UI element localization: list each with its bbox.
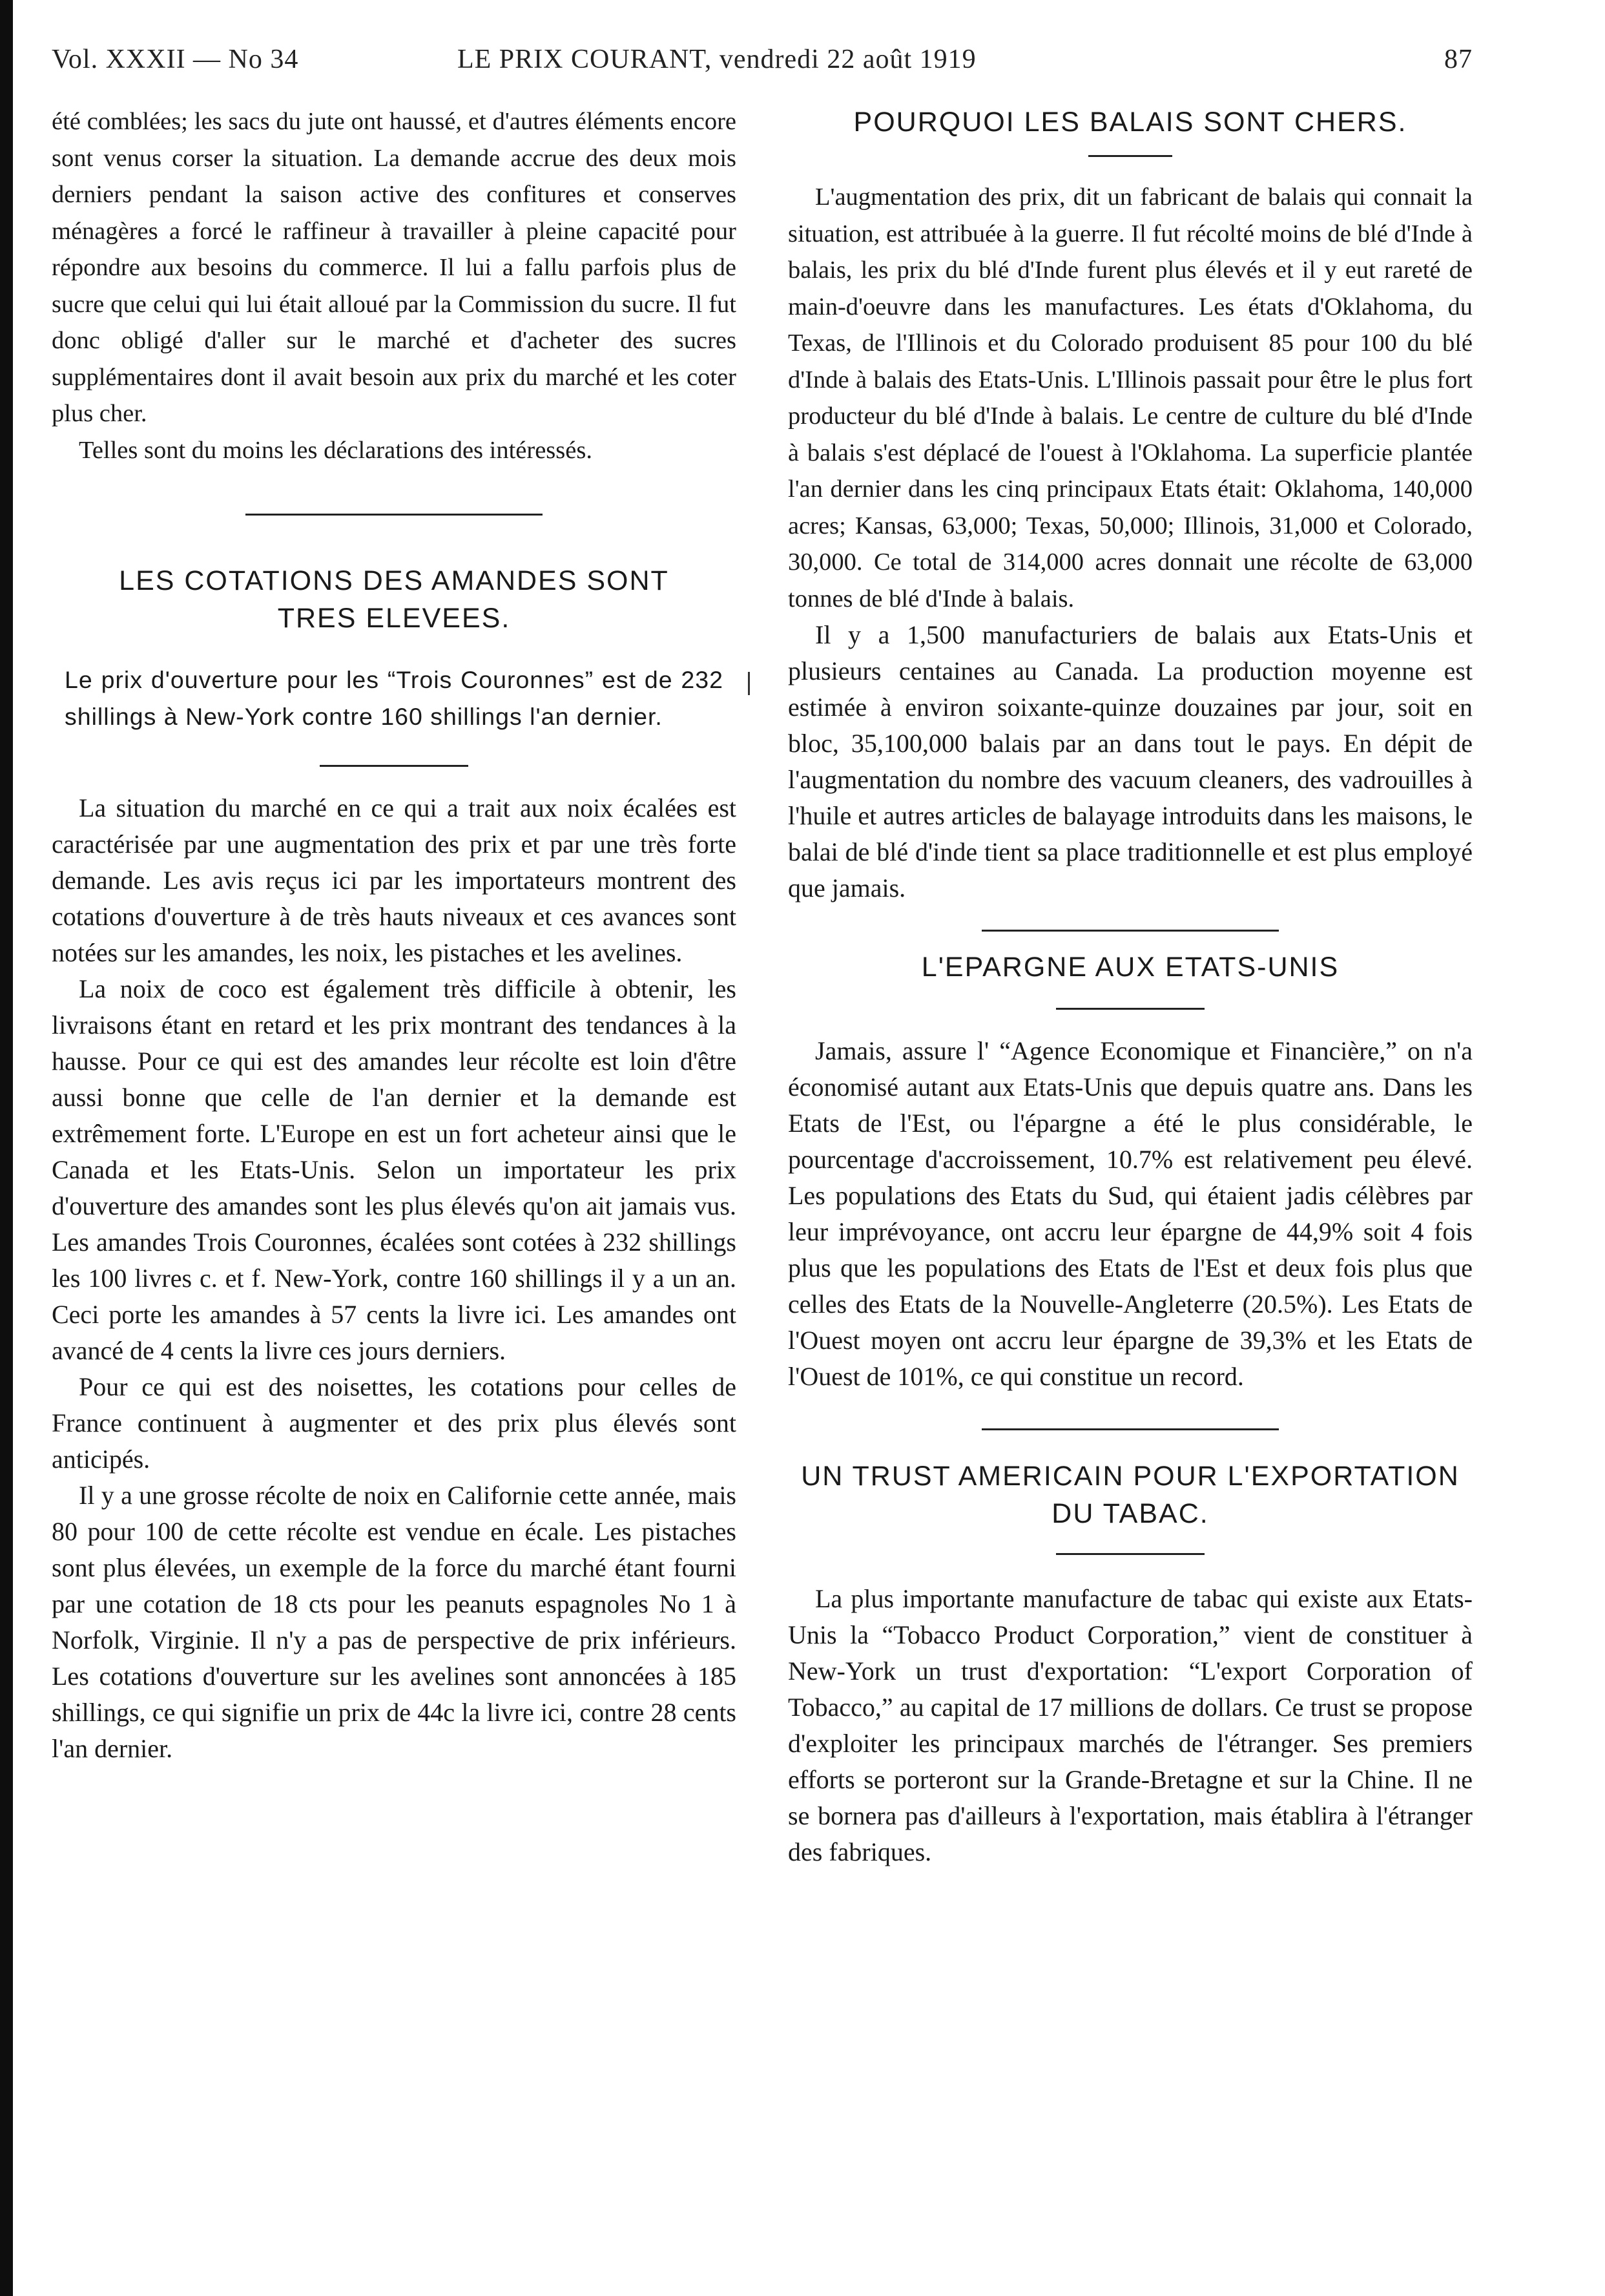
article-title-balais: POURQUOI LES BALAIS SONT CHERS. bbox=[853, 107, 1407, 138]
right-column bbox=[788, 103, 1473, 1870]
article-title-tabac: UN TRUST AMERICAIN POUR L'EXPORTATION DU TABAC. bbox=[801, 1461, 1460, 1529]
amandes-paragraph-3: Pour ce qui est des noisettes, les cotations pour celles de France continuent à augmenter et des prix plus élevés sont anticipés. bbox=[52, 1372, 736, 1474]
page-header bbox=[52, 44, 1473, 83]
continued-paragraph-end: Telles sont du moins les déclarations des intéressés. bbox=[79, 436, 592, 464]
amandes-paragraph-4: Il y a une grosse récolte de noix en Californie cette année, mais 80 pour 100 de cette récolte est vendue en écale. Les pistaches sont plus élevées, un exemple de la force du marché étant fourni par une cotation de 18 cts pour les peanuts espagnoles No 1 à Norfolk, Virginie. Il n'y a pas de perspective de prix inférieurs. Les cotations d'ouverture sur les avelines sont annoncées à 185 shillings, ce qui signifie un prix de 44c la livre ici, contre 28 cents l'an dernier. bbox=[52, 1481, 736, 1763]
page-number: 87 bbox=[1444, 45, 1473, 74]
balais-paragraph-2: Il y a 1,500 manufacturiers de balais aux Etats-Unis et plusieurs centaines au Canada. La production moyenne est estimée à environ soixante-quinze douzaines par jour, soit en bloc, 35,100,000 balais par an dans tout le pays. En dépit de l'augmentation du nombre des vacuum cleaners, des vadrouilles à l'huile et autres articles de balayage introduits dans les maisons, le balai de blé d'inde tient sa place traditionnelle et est plus employé que jamais. bbox=[788, 620, 1473, 903]
left-column bbox=[52, 103, 736, 1767]
amandes-paragraph-1: La situation du marché en ce qui a trait aux noix écalées est caractérisée par une augmentation des prix et par une très forte demande. Les avis reçus ici par les importateurs montrent des cotations d'ouverture à de très hauts niveaux et ces avances sont notées sur les amandes, les noix, les pistaches et les avelines. bbox=[52, 793, 736, 967]
amandes-paragraph-2: La noix de coco est également très difficile à obtenir, les livraisons étant en retard et les prix montrant des tendances à la hausse. Pour ce qui est des amandes leur récolte est loin d'être aussi bonne que celle de l'an dernier et la demande est extrêmement forte. L'Europe en est un fort acheteur ainsi que le Canada et les Etats-Unis. Selon un importateur les prix d'ouverture des amandes sont les plus élevés qu'on ait jamais vus. Les amandes Trois Couronnes, écalées sont cotées à 232 shillings les 100 livres c. et f. New-York, contre 160 shillings il y a un an. Ceci porte les amandes à 57 cents la livre ici. Les amandes ont avancé de 4 cents la livre ces jours derniers. bbox=[52, 974, 736, 1365]
volume-number: Vol. XXXII — No 34 bbox=[52, 45, 299, 74]
continued-paragraph: été comblées; les sacs du jute ont haussé, et d'autres éléments encore sont venus corser la situation. La demande accrue des deux mois derniers pendant la saison active des confitures et conserves ménagères a forcé le raffineur à travailler à pleine capacité pour répondre aux besoins du commerce. Il lui a fallu parfois plus de sucre que celui qui lui était alloué par la Commission du sucre. Il fut donc obligé d'aller sur le marché et d'acheter des sucres supplémentaires dont il avait besoin aux prix du marché et les coter plus cher. bbox=[52, 108, 736, 427]
page-binding-edge bbox=[0, 0, 13, 2296]
column-mark bbox=[748, 672, 750, 695]
article-title-amandes: LES COTATIONS DES AMANDES SONT TRES ELEVEES. bbox=[119, 565, 669, 634]
article-subhead-amandes: Le prix d'ouverture pour les “Trois Couronnes” est de 232 shillings à New-York contre 160 shillings l'an dernier. bbox=[65, 666, 723, 730]
balais-paragraph-1: L'augmentation des prix, dit un fabricant de balais qui connait la situation, est attribuée à la guerre. Il fut récolté moins de blé d'Inde à balais, les prix du blé d'Inde furent plus élevés et il y eut rareté de main-d'oeuvre dans les manufactures. Les états d'Oklahoma, du Texas, de l'Illinois et du Colorado produisent 85 pour 100 du blé d'Inde à balais des Etats-Unis. L'Illinois passait pour être le plus fort producteur du blé d'Inde à balais. Le centre de culture du blé d'Inde à balais s'est déplacé de l'ouest à l'Oklahoma. La superficie plantée l'an dernier dans les cinq principaux Etats était: Oklahoma, 140,000 acres; Kansas, 63,000; Texas, 50,000; Illinois, 31,000 et Colorado, 30,000. Ce total de 314,000 acres donnait une récolte de 63,000 tonnes de blé d'Inde à balais. bbox=[788, 183, 1473, 612]
tabac-paragraph: La plus importante manufacture de tabac qui existe aux Etats-Unis la “Tobacco Product Corporation,” vient de constituer à New-York un trust d'exportation: “L'export Corporation of Tobacco,” au capital de 17 millions de dollars. Ce trust se propose d'exploiter les principaux marchés de l'étranger. Ses premiers efforts se porteront sur la Grande-Bretagne et sur la Chine. Il ne se bornera pas d'ailleurs à l'exportation, mais établira à l'étranger des fabriques. bbox=[788, 1584, 1473, 1866]
publication-title: LE PRIX COURANT, vendredi 22 août 1919 bbox=[457, 45, 977, 74]
epargne-paragraph: Jamais, assure l' “Agence Economique et Financière,” on n'a économisé autant aux Etats-Unis que depuis quatre ans. Dans les Etats de l'Est, ou l'épargne a été le plus considérable, le pourcentage d'accroissement, 10.7% est relativement peu élevé. Les populations des Etats du Sud, qui étaient jadis célèbres par leur imprévoyance, ont accru leur épargne de 44,9% soit 4 fois plus que les populations des Etats de l'Est et deux fois plus que celles des Etats de la Nouvelle-Angleterre (20.5%). Les Etats de l'Ouest moyen ont accru leur épargne de 39,3% et les Etats de l'Ouest de 101%, ce qui constitue un record. bbox=[788, 1036, 1473, 1391]
article-title-epargne: L'EPARGNE AUX ETATS-UNIS bbox=[921, 952, 1340, 983]
